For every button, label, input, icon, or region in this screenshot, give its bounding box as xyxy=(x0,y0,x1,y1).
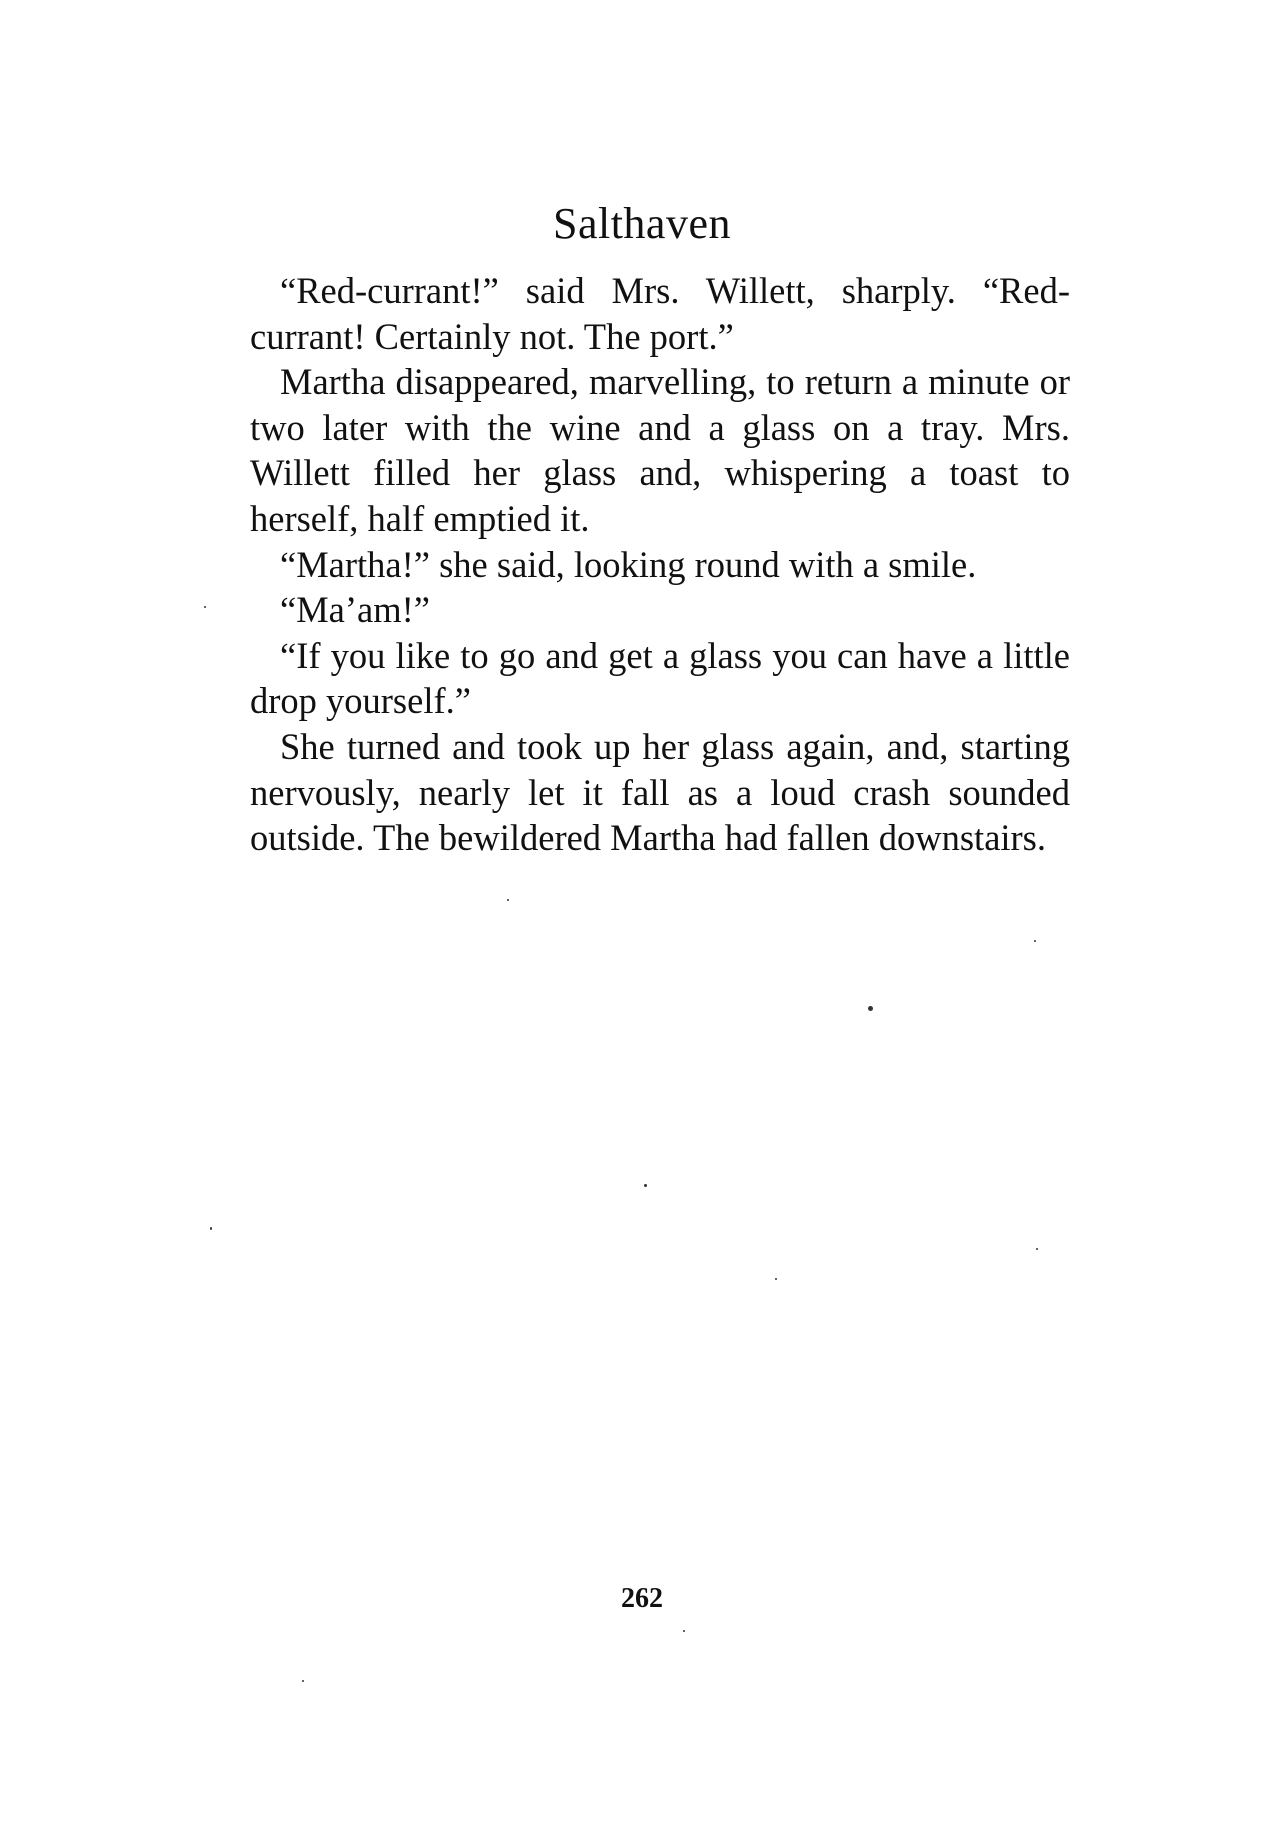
scan-speck xyxy=(302,1680,304,1682)
paragraph-6: She turned and took up her glass again, and, starting nervously, nearly let it fall as a loud crash sounded outside. The bewildered Martha had fallen downstairs. xyxy=(250,725,1070,859)
scan-speck xyxy=(868,1006,873,1011)
scan-speck xyxy=(644,1184,647,1187)
paragraph-2: Martha disappeared, marvelling, to return a minute or two later with the wine and a glass on a tray. Mrs. Willett filled her glass and, whispering a toast to herself, half emptied it. xyxy=(250,361,1070,539)
paragraph-5: “If you like to go and get a glass you can have a little drop yourself.” xyxy=(250,634,1070,722)
page-number: 262 xyxy=(621,1583,663,1614)
body-text xyxy=(250,268,1070,861)
scan-speck xyxy=(1036,1248,1038,1250)
paragraph-3: “Martha!” she said, looking round with a smile. xyxy=(280,543,977,585)
paragraph-1: “Red-currant!” said Mrs. Willett, sharply. “Red-currant! Certainly not. The port.” xyxy=(250,270,1070,357)
scan-speck xyxy=(683,1630,685,1632)
paragraph-4: “Ma’am!” xyxy=(280,589,430,631)
scan-speck xyxy=(210,1227,212,1230)
scan-speck xyxy=(1034,940,1036,942)
running-head: Salthaven xyxy=(552,199,731,248)
scan-speck xyxy=(204,606,206,608)
scan-speck xyxy=(775,1278,777,1280)
scan-speck xyxy=(507,899,509,901)
